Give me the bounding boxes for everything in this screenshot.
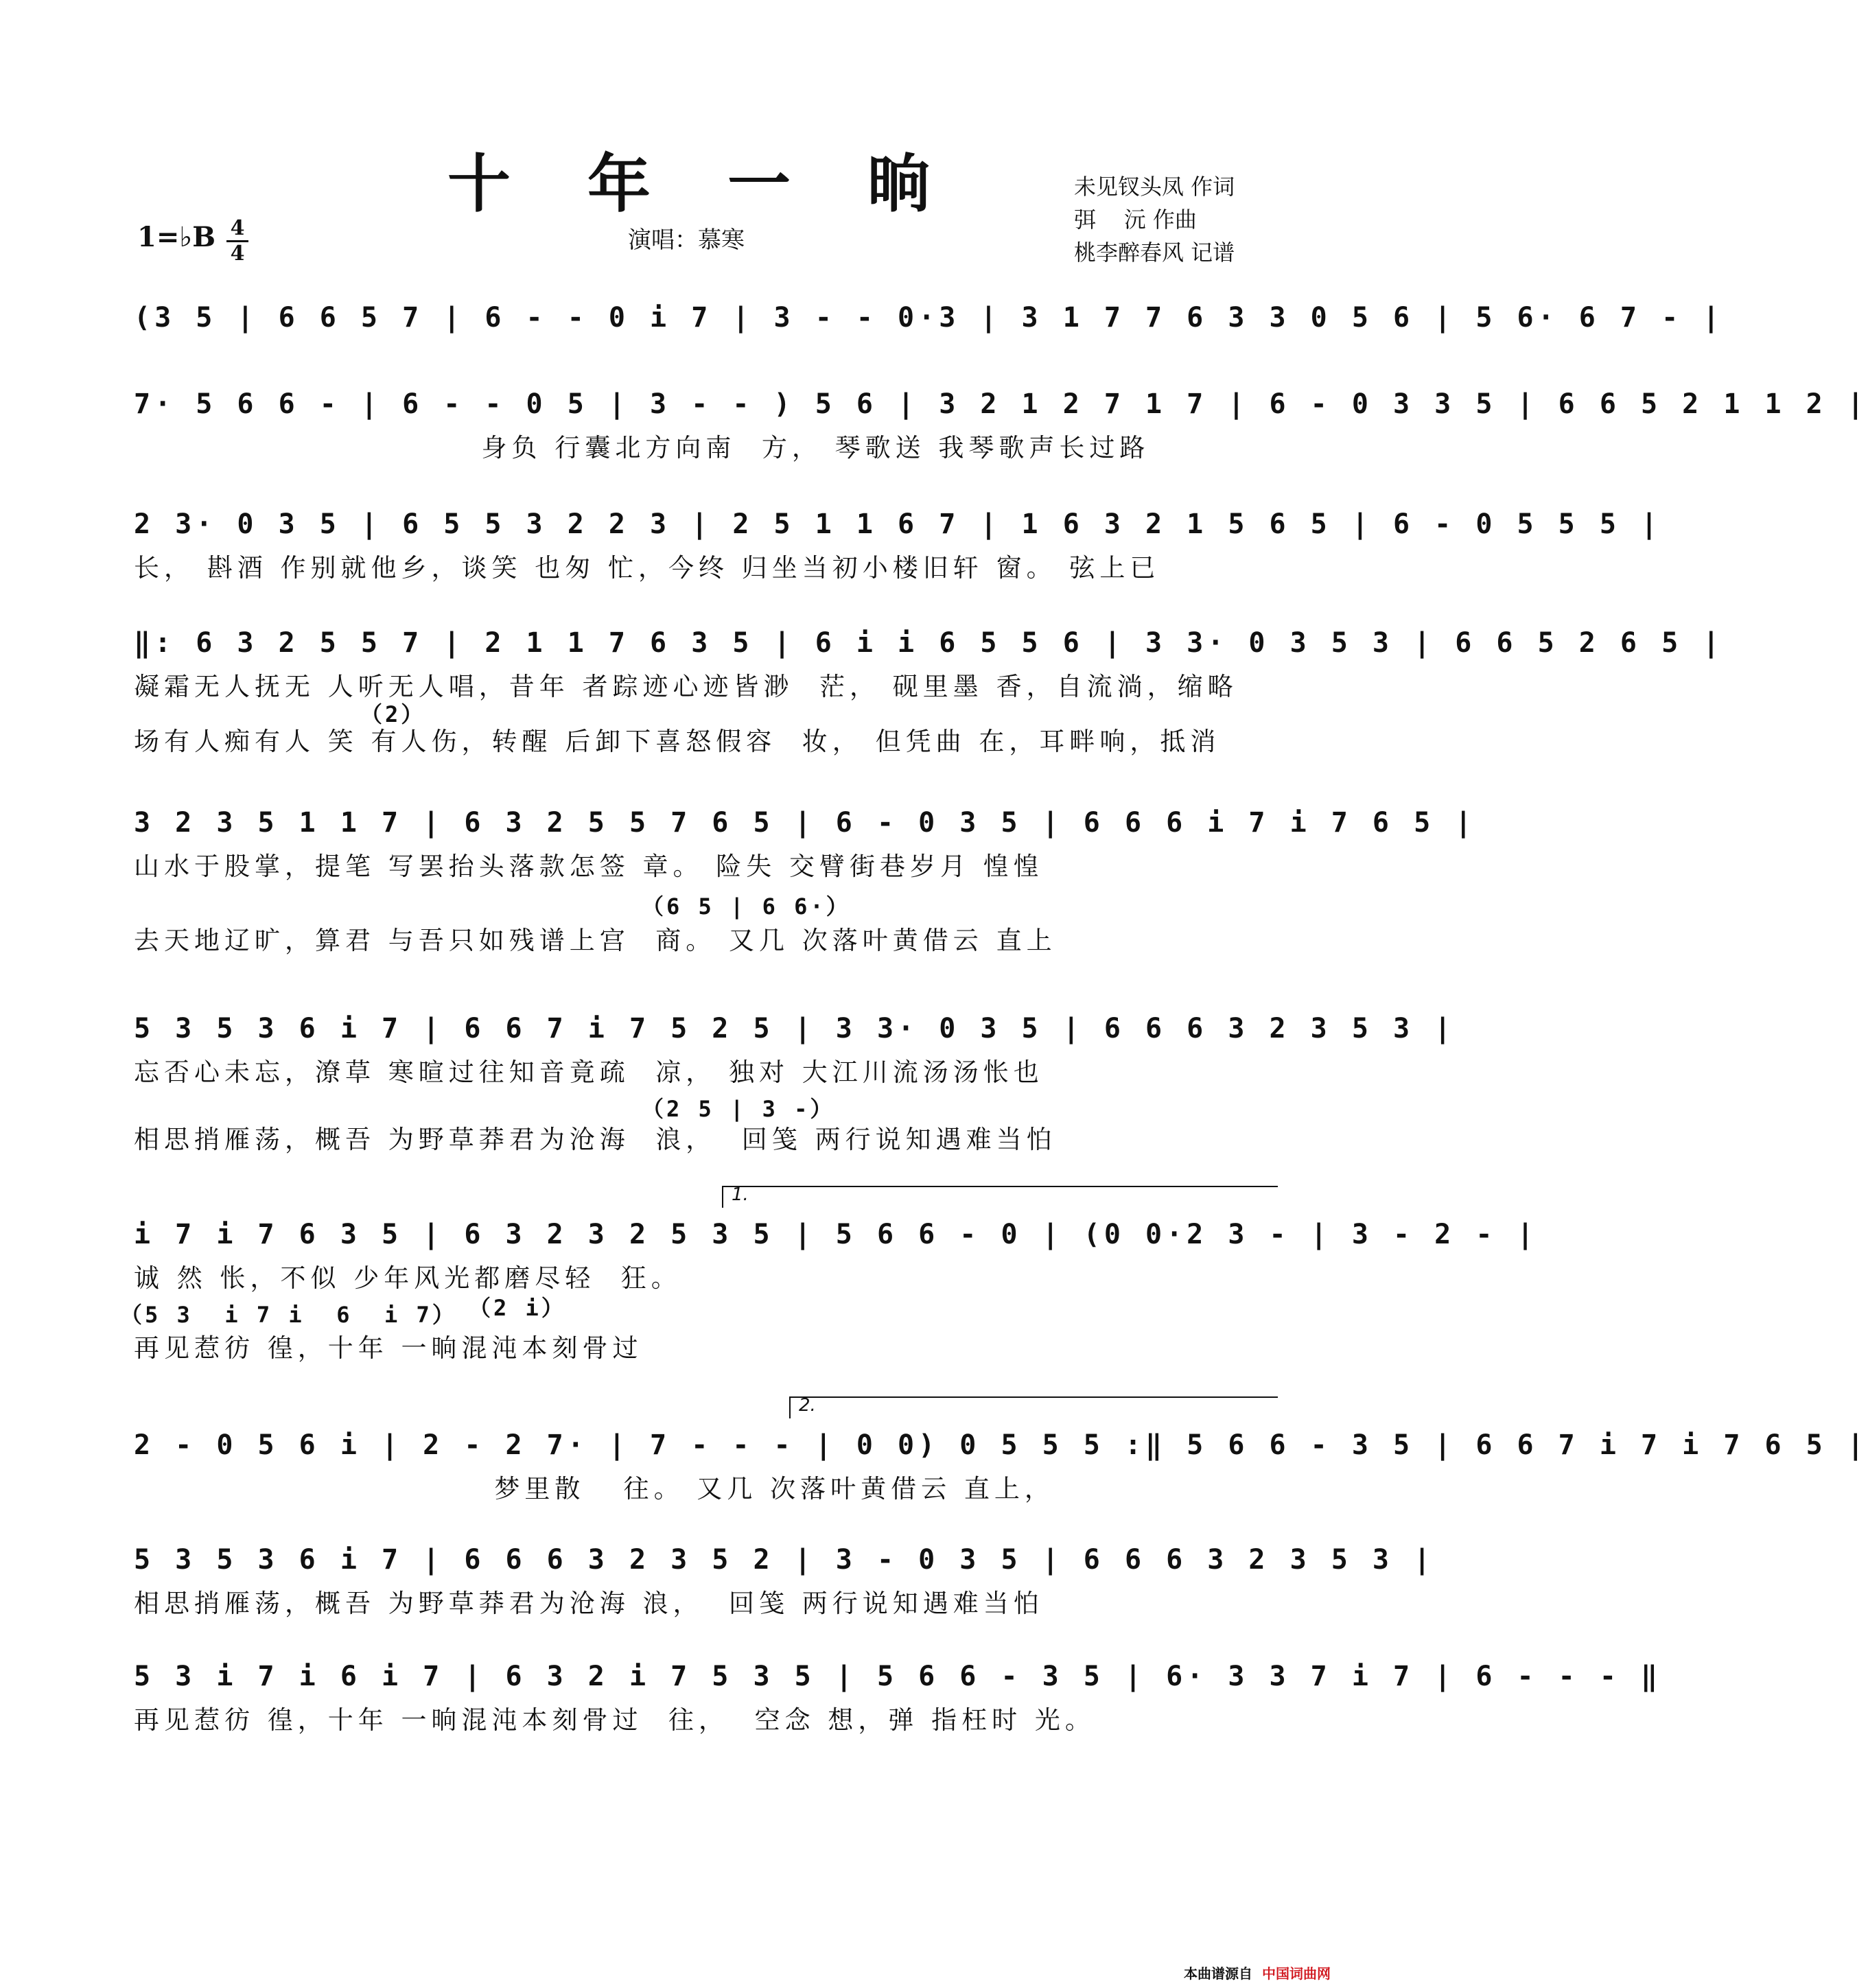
notation-line: 7· 5 6 6 - | 6 - - 0 5 | 3 - - ) 5 6 | 3 2 1 2 7 1 7 | 6 - 0 3 3 5 | 6 6 5 2 1 1 2 | [134,388,1868,420]
notation-line: ‖: 6 3 2 5 5 7 | 2 1 1 7 6 3 5 | 6 i i 6 5 5 6 | 3 3· 0 3 5 3 | 6 6 5 2 6 5 | [134,627,1724,659]
lyric-line: 去天地辽旷，算君 与吾只如残谱上宫 商。 又几 次落叶黄借云 直上 [134,926,1057,955]
second-ending-bracket [789,1396,1278,1418]
first-ending-label: 1. [732,1184,749,1205]
lyric-line: 相思捎雁荡，概吾 为野草莽君为沧海 浪， 回笺 两行说知遇难当怕 [134,1125,1057,1154]
source-footer [1184,1963,1331,1983]
time-signature-bottom: 4 [230,242,245,266]
lyric-line: 山水于股掌，提笔 写罢抬头落款怎签 章。 险失 交臂街巷岁月 惶惶 [134,852,1044,881]
notation-line: 5 3 5 3 6 i 7 | 6 6 7 i 7 5 2 5 | 3 3· 0 3 5 | 6 6 6 3 2 3 5 3 | [134,1013,1456,1044]
lyric-line: 梦里散 往。 又几 次落叶黄借云 直上， [134,1474,1055,1504]
lyric-line: 身负 行囊北方向南 方， 琴歌送 我琴歌声长过路 [134,433,1150,463]
variant-notes: （2 i） [469,1295,566,1321]
variant-notes: （5 3 i 7 i 6 i 7） [120,1302,457,1328]
lyric-line: 忘否心未忘，潦草 寒暄过往知音竟疏 凉， 独对 大江川流汤汤怅也 [134,1057,1044,1087]
notation-line: 5 3 5 3 6 i 7 | 6 6 6 3 2 3 5 2 | 3 - 0 3 5 | 6 6 6 3 2 3 5 3 | [134,1544,1435,1576]
second-ending-label: 2. [799,1395,816,1416]
first-ending-bracket [722,1186,1278,1208]
source-label: 本曲谱源自 [1184,1965,1252,1982]
notation-line: 3 2 3 5 1 1 7 | 6 3 2 5 5 7 6 5 | 6 - 0 3 5 | 6 6 6 i 7 i 7 6 5 | [134,807,1476,839]
lyric-line: 长， 斟酒 作别就他乡，谈笑 也匆 忙，今终 归坐当初小楼旧轩 窗。 弦上已 [134,553,1160,583]
notation-line: i 7 i 7 6 3 5 | 6 3 2 3 2 5 3 5 | 5 6 6 - 0 | (0 0·2 3 - | 3 - 2 - | [134,1219,1538,1250]
site-brand[interactable]: 中国词曲网 [1262,1965,1331,1982]
credits [1074,170,1235,269]
lyric-line: 诚 然 怅，不似 少年风光都磨尽轻 狂。 [134,1263,681,1293]
composer-credit: 弭 沅 作曲 [1074,207,1197,233]
time-signature [226,218,248,264]
notation-line: 2 3· 0 3 5 | 6 5 5 3 2 2 3 | 2 5 1 1 6 7 | 1 6 3 2 1 5 6 5 | 6 - 0 5 5 5 | [134,508,1662,540]
song-title: 十 年 一 晌 [447,147,959,221]
key-signature: 1=♭B [137,221,216,253]
transcriber-credit: 桃李醉春风 记谱 [1074,239,1235,266]
variant-notes: （2 5 | 3 -） [642,1096,835,1122]
verse-number: （2） [360,701,426,727]
lyric-line: 相思捎雁荡，概吾 为野草莽君为沧海 浪， 回笺 两行说知遇难当怕 [134,1589,1044,1618]
singer-credit: 演唱：慕寒 [628,226,745,254]
lyric-line: 场有人痴有人 笑 有人伤，转醒 后卸下喜怒假容 妆， 但凭曲 在，耳畔响，抵消 [134,727,1221,756]
variant-notes: （6 5 | 6 6·） [642,893,851,920]
lyricist-credit: 未见钗头凤 作词 [1074,174,1235,200]
lyric-line: 再见惹彷 徨，十年 一晌混沌本刻骨过 往， 空念 想，弹 指枉时 光。 [134,1705,1095,1735]
notation-line: 2 - 0 5 6 i | 2 - 2 7· | 7 - - - | 0 0) 0 5 5 5 :‖ 5 6 6 - 3 5 | 6 6 7 i 7 i 7 6 5 | [134,1429,1868,1461]
notation-line: (3 5 | 6 6 5 7 | 6 - - 0 i 7 | 3 - - 0·3 | 3 1 7 7 6 3 3 0 5 6 | 5 6· 6 7 - | [134,302,1724,334]
time-signature-top: 4 [230,216,245,240]
lyric-line: 凝霜无人抚无 人听无人唱，昔年 者踪迹心迹皆渺 茫， 砚里墨 香，自流淌，缩略 [134,672,1238,701]
notation-line: 5 3 i 7 i 6 i 7 | 6 3 2 i 7 5 3 5 | 5 6 6 - 3 5 | 6· 3 3 7 i 7 | 6 - - - ‖ [134,1661,1662,1692]
lyric-line: 再见惹彷 徨，十年 一晌混沌本刻骨过 [134,1333,643,1363]
